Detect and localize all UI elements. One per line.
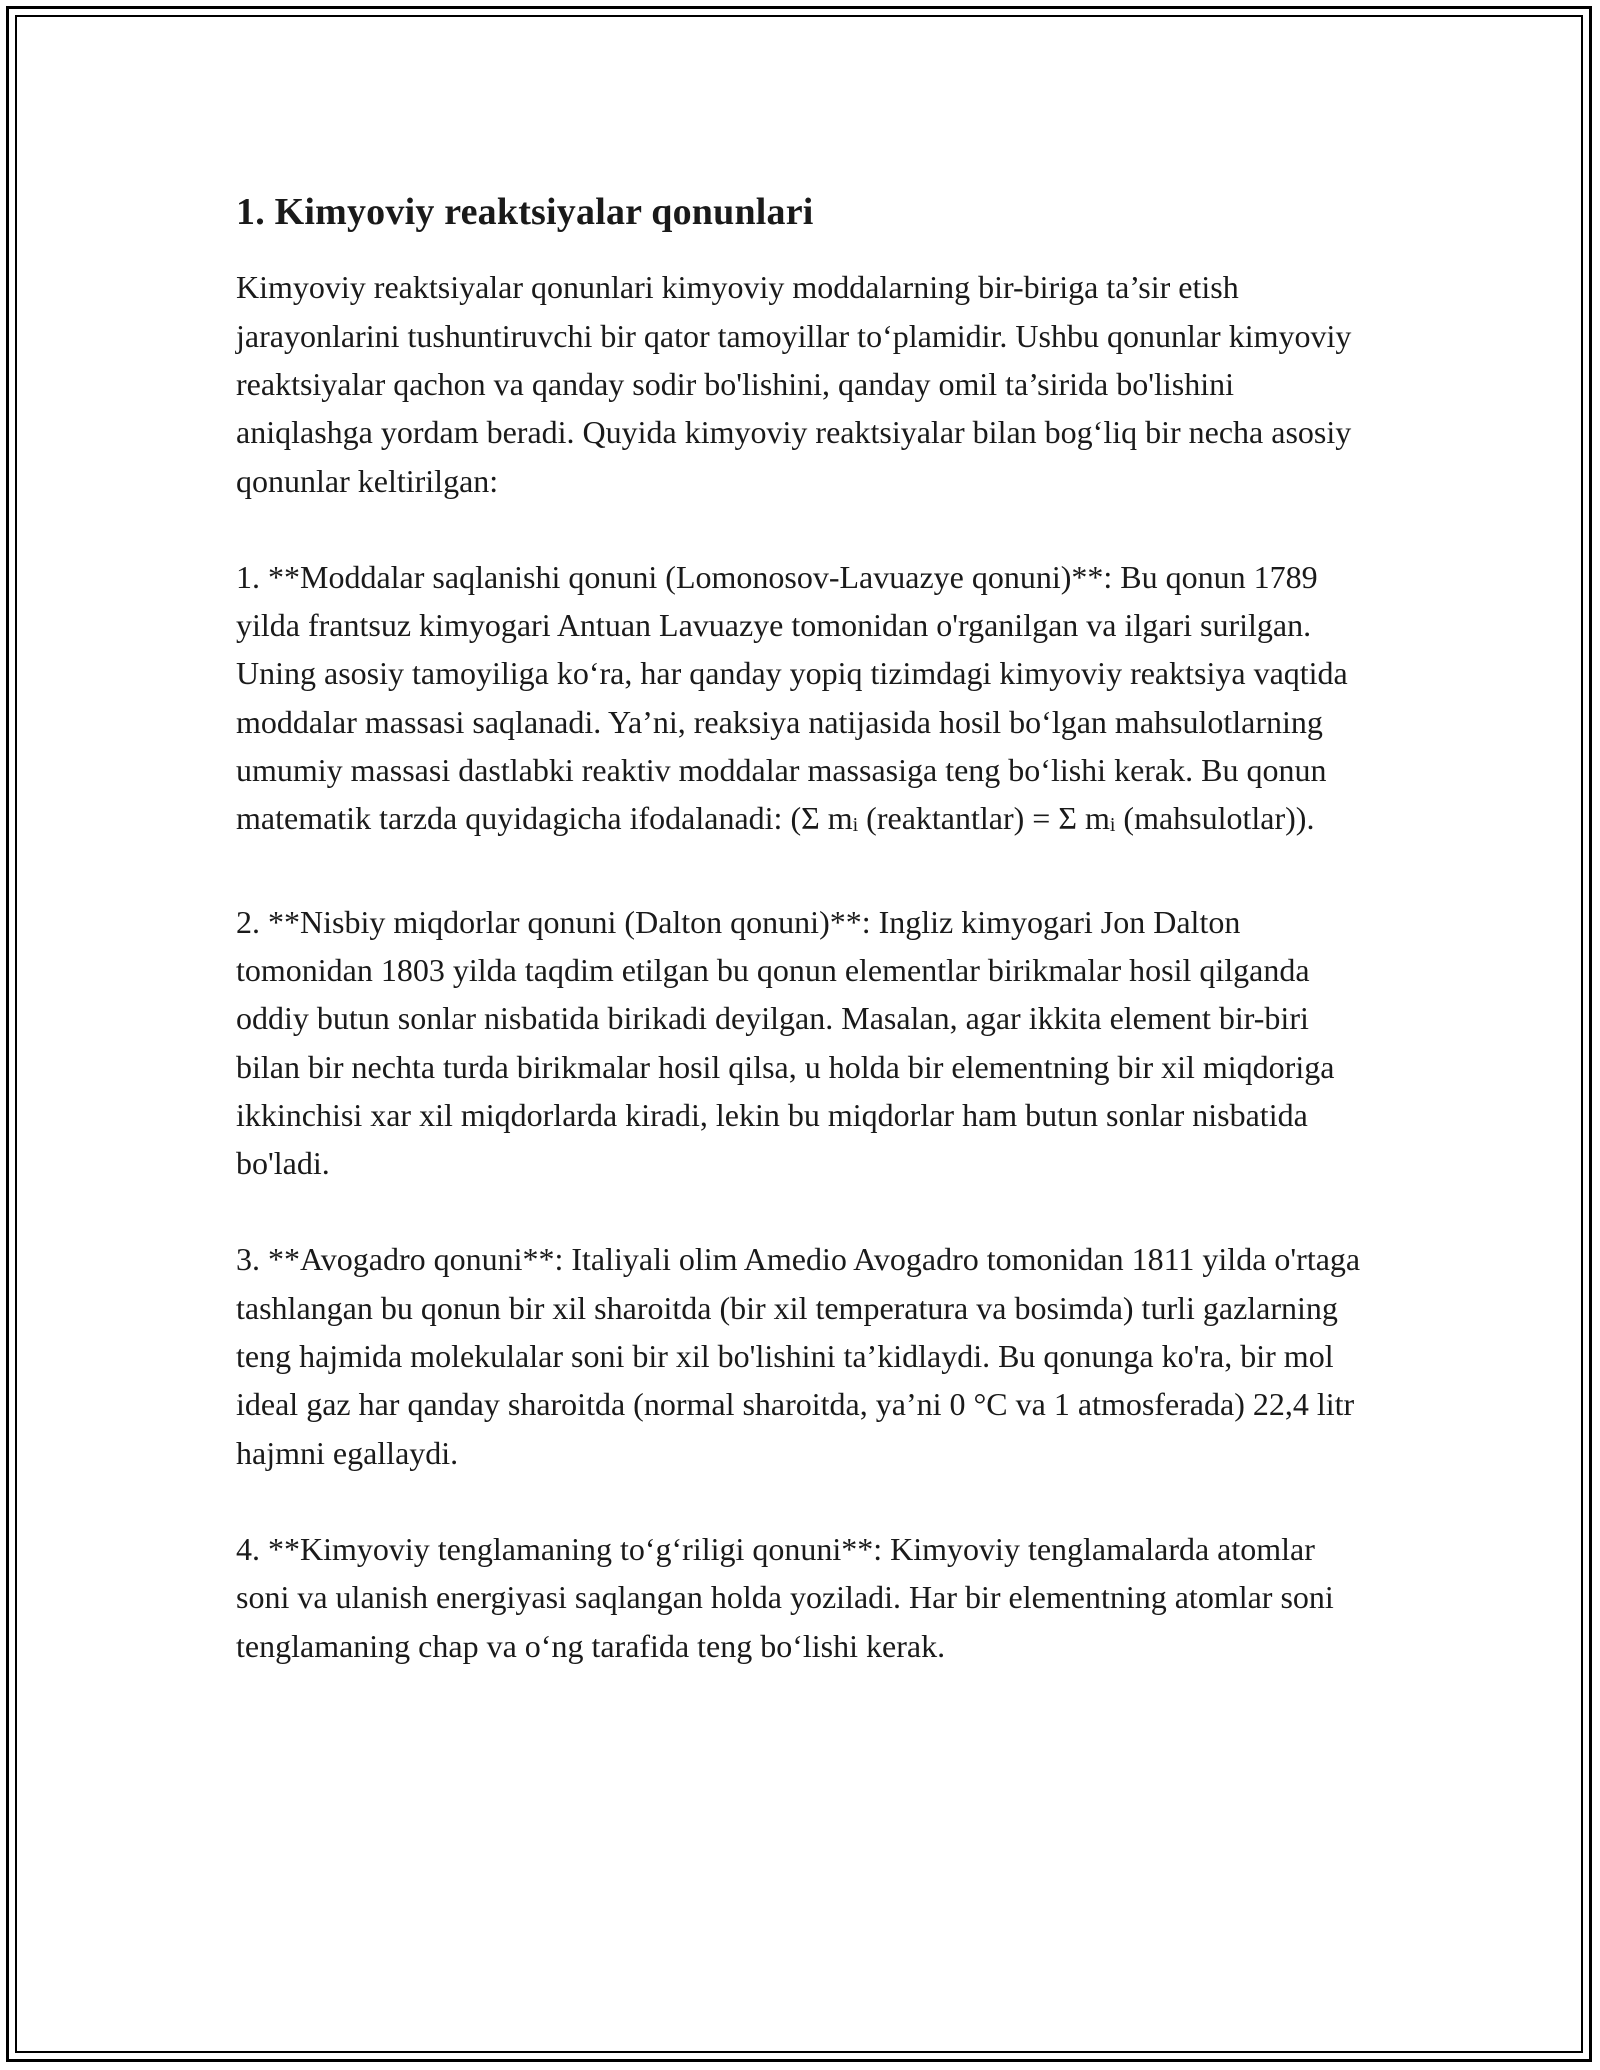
law-1-subscript-2: i <box>1109 814 1116 837</box>
law-2-paragraph: 2. **Nisbiy miqdorlar qonuni (Dalton qonuni)**: Ingliz kimyogari Jon Dalton tomonidan 1803 yilda taqdim etilgan bu qonun elementlar birikmalar hosil qilganda oddiy butun sonlar nisbatida birikadi deyilgan. Masalan, agar ikkita element bir-biri bilan bir nechta turda birikmalar hosil qilsa, u holda bir elementning bir xil miqdoriga ikkinchisi xar xil miqdorlarda kiradi, lekin bu miqdorlar ham butun sonlar nisbatida bo'ladi. <box>236 903 1335 1182</box>
intro-paragraph: Kimyoviy reaktsiyalar qonunlari kimyoviy moddalarning bir-biriga ta’sir etish jarayonlarini tushuntiruvchi bir qator tamoyillar to‘plamidir. Ushbu qonunlar kimyoviy reaktsiyalar qachon va qanday sodir bo'lishini, qanday omil ta’sirida bo'lishini aniqlashga yordam beradi. Quyida kimyoviy reaktsiyalar bilan bog‘liq bir necha asosiy qonunlar keltirilgan: <box>236 269 1352 499</box>
law-4-paragraph: 4. **Kimyoviy tenglamaning to‘g‘riligi qonuni**: Kimyoviy tenglamalarda atomlar soni va ulanish energiyasi saqlangan holda yoziladi. Har bir elementning atomlar soni tenglamaning chap va o‘ng tarafida teng bo‘lishi kerak. <box>236 1530 1334 1664</box>
law-3-paragraph: 3. **Avogadro qonuni**: Italiyali olim Amedio Avogadro tomonidan 1811 yilda o'rtaga tashlangan bu qonun bir xil sharoitda (bir xil temperatura va bosimda) turli gazlarning teng hajmida molekulalar soni bir xil bo'lishini ta’kidlaydi. Bu qonunga ko'ra, bir mol ideal gaz har qanday sharoitda (normal sharoitda, ya’ni 0 °C va 1 atmosferada) 22,4 litr hajmni egallaydi. <box>236 1241 1361 1471</box>
law-1-formula-end: (mahsulotlar)). <box>1115 800 1315 837</box>
law-1-formula-middle: (reaktantlar) = Σ m <box>858 800 1110 837</box>
document-body <box>236 188 1366 1718</box>
section-heading: 1. Kimyoviy reaktsiyalar qonunlari <box>236 191 814 233</box>
law-1-text: 1. **Moddalar saqlanishi qonuni (Lomonosov-Lavuazye qonuni)**: Bu qonun 1789 yilda frantsuz kimyogari Antuan Lavuazye tomonidan o'rganilgan va ilgari surilgan. Uning asosiy tamoyiliga ko‘ra, har qanday yopiq tizimdagi kimyoviy reaktsiya vaqtida moddalar massasi saqlanadi. Ya’ni, reaksiya natijasida hosil bo‘lgan mahsulotlarning umumiy massasi dastlabki reaktiv moddalar massasiga teng bo‘lishi kerak. Bu qonun matematik tarzda quyidagicha ifodalanadi: (Σ m <box>236 558 1348 837</box>
law-1-paragraph <box>236 553 1366 850</box>
law-1-subscript-1: i <box>852 814 859 837</box>
